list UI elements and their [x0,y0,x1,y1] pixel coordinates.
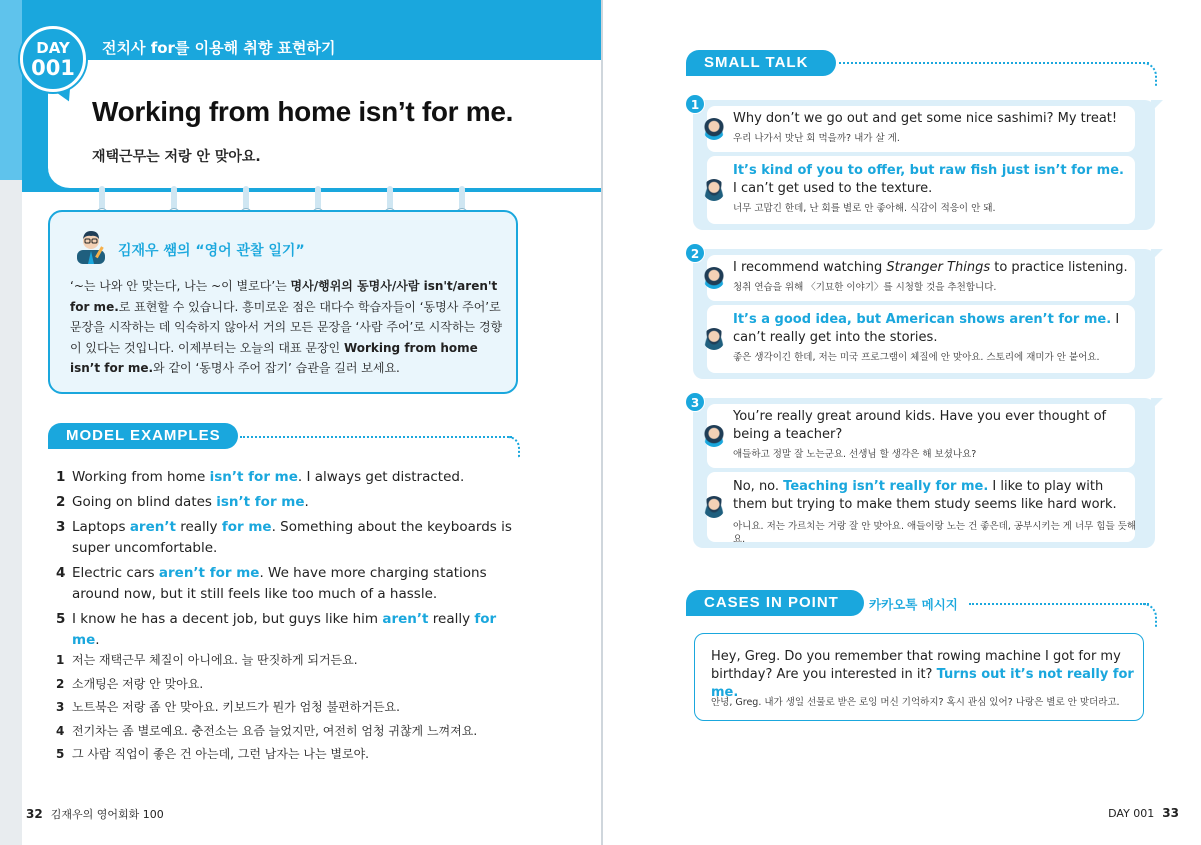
text-segment: I like to play with them but trying to make them study seems like hard work. [733,479,1117,512]
dialogue-card [690,98,1155,230]
text-segment: . Something about the keyboards is super uncomfortable. [72,519,512,556]
speaker-b-translation: 너무 고맙긴 한데, 난 회를 별로 안 좋아해. 식감이 적응이 안 돼. [733,203,996,214]
example-number: 1 [56,653,65,667]
highlight-text: Teaching isn’t really for me. [783,479,989,494]
day-marker: DAY 001 [1108,807,1155,820]
main-title: Working from home isn’t for me. [92,96,514,127]
speaker-a-bubble [707,404,1135,468]
example-number: 3 [56,700,65,714]
example-number: 3 [56,519,66,535]
note-body [70,276,510,379]
note-box [48,210,518,394]
text-segment: I can’t get used to the texture. [733,181,933,196]
text-segment: . [95,632,100,648]
speaker-b-bubble [707,472,1137,545]
example-item-ko [56,745,522,764]
speaker-a-line [733,259,1129,277]
text-segment: Going on blind dates [72,494,217,510]
example-number: 5 [56,747,65,761]
message-korean: 안녕, Greg. 내가 생일 선물로 받은 로잉 머신 기억하지? 혹시 관심 있어? 나랑은 별로 안 맞더라고. [711,697,1120,708]
example-item [56,492,522,513]
lesson-topic: 전치사 for를 이용해 취향 표현하기 [102,39,336,57]
example-number: 2 [56,676,65,691]
right-page [603,0,1201,845]
dialogue-number: 1 [685,94,705,114]
english-examples [56,467,522,655]
day-label: DAY [36,39,70,57]
dialogue-card [690,396,1155,548]
small-talk-tab [686,50,836,76]
dialogue-card [690,247,1155,379]
text-segment: No, no. [733,479,784,494]
speaker-b-bubble [707,156,1135,224]
example-translation: 소개팅은 저랑 안 맞아요. [72,676,204,691]
day-badge [20,26,86,92]
page-number: 33 [1162,806,1179,820]
example-item [56,467,522,488]
teacher-icon [74,228,108,264]
highlight-text: isn’t for me [209,469,298,485]
example-text [72,517,522,559]
right-footer [1108,806,1179,820]
text-segment: Electric cars [72,565,159,581]
message-box [694,633,1144,721]
note-text: ‘~는 나와 안 맞는다, 나는 ~이 별로다’는 [70,279,291,293]
speaker-a-bubble [707,106,1135,152]
text-segment: really [175,519,222,535]
note-pattern: 명사/행위의 동명사/사람 isn't/aren't for me. [70,279,498,314]
cases-in-point-label: CASES IN POINT [704,594,839,611]
highlight-text: isn’t for me [216,494,305,510]
dotted-curve [1143,603,1157,627]
speaker-b-line [733,311,1129,347]
dotted-line [839,62,1149,64]
speaker-a-translation: 애들하고 정말 잘 노는군요. 선생님 할 생각은 해 보셨나요? [733,449,977,460]
speaker-a-line [733,110,1129,128]
main-subtitle: 재택근무는 저랑 안 맞아요. [92,149,261,165]
example-text [72,609,522,651]
example-item [56,563,522,605]
dotted-line [969,603,1149,605]
example-translation: 그 사람 직업이 좋은 건 아는데, 그런 남자는 나는 별로야. [72,747,369,761]
left-footer [26,806,164,822]
text-segment: Why don’t we go out and get some nice sashimi? My treat! [733,111,1118,126]
book-title: 김재우의 영어회화 100 [50,808,164,821]
dialogue-number: 3 [685,392,705,412]
speaker-a-bubble [707,255,1135,301]
speaker-b-line [733,478,1129,514]
example-item-ko [56,651,522,670]
speaker-b-translation: 아니요. 저는 가르치는 거랑 잘 안 맞아요. 애들이랑 노는 건 좋은데, 공부시키는 게 너무 힘들 듯해요. [733,521,1137,545]
example-number: 4 [56,565,66,581]
highlight-text: for me [72,611,497,648]
speaker-a-avatar-icon [703,425,725,447]
speaker-b-translation: 좋은 생각이긴 한데, 저는 미국 프로그램이 체질에 안 맞아요. 스토리에 재미가 안 붙어요. [733,352,1100,363]
text-segment: to practice listening. [990,260,1128,275]
text-segment: Laptops [72,519,130,535]
note-key-sentence: Working from home isn’t for me. [70,340,478,375]
text-segment: I can’t really get into the stories. [733,312,1120,345]
day-number: 001 [31,56,75,80]
speaker-b-avatar-icon [703,496,725,518]
speaker-a-translation: 청취 연습을 위해 〈기묘한 이야기〉를 시청할 것을 추천합니다. [733,282,997,293]
highlight-text: Turns out it’s not really for me. [711,667,1134,700]
highlight-text: It’s a good idea, but American shows aren’t for me. [733,312,1112,327]
example-translation: 전기차는 좀 별로예요. 충전소는 요즘 늘었지만, 여전히 엄청 귀찮게 느껴져요. [72,723,478,738]
dotted-curve [508,436,520,458]
highlight-text: aren’t [382,611,429,627]
example-number: 2 [56,494,66,510]
header-accent-strip [0,0,22,180]
text-segment: I know he has a decent job, but guys like him [72,611,383,627]
example-number: 4 [56,723,65,738]
text-segment: . We have more charging stations around now, but it still feels like too much of a hassle. [72,565,487,602]
cases-subtitle: 카카오톡 메시지 [869,597,958,612]
example-text [72,563,522,605]
speaker-b-line [733,162,1129,198]
highlight-text: aren’t for me [158,565,260,581]
dialogue-number: 2 [685,243,705,263]
example-item-ko [56,722,522,741]
small-talk-label: SMALL TALK [704,54,809,71]
example-item [56,517,522,559]
speaker-a-avatar-icon [703,267,725,289]
example-item-ko [56,698,522,717]
text-segment: . I always get distracted. [297,469,465,485]
cases-in-point-tab [686,590,864,616]
page-number: 32 [26,807,43,821]
model-examples-label: MODEL EXAMPLES [66,427,221,444]
text-segment: really [428,611,475,627]
highlight-text: aren’t [129,519,176,535]
speaker-b-avatar-icon [703,179,725,201]
text-segment: Working from home [72,469,210,485]
speaker-a-avatar-icon [703,118,725,140]
speaker-a-line [733,408,1129,444]
note-text: 와 같이 ‘동명사 주어 잡기’ 습관을 길러 보세요. [153,361,400,375]
example-translation: 저는 재택근무 체질이 아니에요. 늘 딴짓하게 되거든요. [72,653,358,667]
text-segment: . [304,494,309,510]
note-text: 로 표현할 수 있습니다. 흥미로운 점은 대다수 학습자들이 ‘동명사 주어’로 문장을 시작하는 데 익숙하지 않아서 거의 모든 문장을 ‘사람 주어’로 시작하는 경향이 있다는 것입니다. 이제부터는 오늘의 대표 문장인 [70,299,503,355]
dotted-line [240,436,512,438]
example-text [72,492,522,513]
speaker-b-bubble [707,305,1135,373]
example-item [56,609,522,651]
dotted-curve [1143,62,1157,86]
highlight-text: for me [221,519,272,535]
example-translation: 노트북은 저랑 좀 안 맞아요. 키보드가 뭔가 엄청 불편하거든요. [72,700,400,714]
model-examples-tab [48,423,238,449]
example-number: 5 [56,611,66,627]
text-segment: I recommend watching [733,260,887,275]
example-text [72,467,522,488]
speaker-b-avatar-icon [703,328,725,350]
highlight-text: It’s kind of you to offer, but raw fish just isn’t for me. [733,163,1124,178]
text-segment: You’re really great around kids. Have you ever thought of being a teacher? [733,409,1107,442]
korean-examples [56,651,522,769]
example-item-ko [56,675,522,694]
speaker-a-translation: 우리 나가서 맛난 회 먹을까? 내가 살 게. [733,133,900,144]
note-title: 김재우 쌤의 “영어 관찰 일기” [118,243,305,259]
text-segment: Hey, Greg. Do you remember that rowing machine I got for my birthday? Are you interested in it? [711,649,1121,682]
title-italic-text: Stranger Things [886,260,991,275]
example-number: 1 [56,469,66,485]
